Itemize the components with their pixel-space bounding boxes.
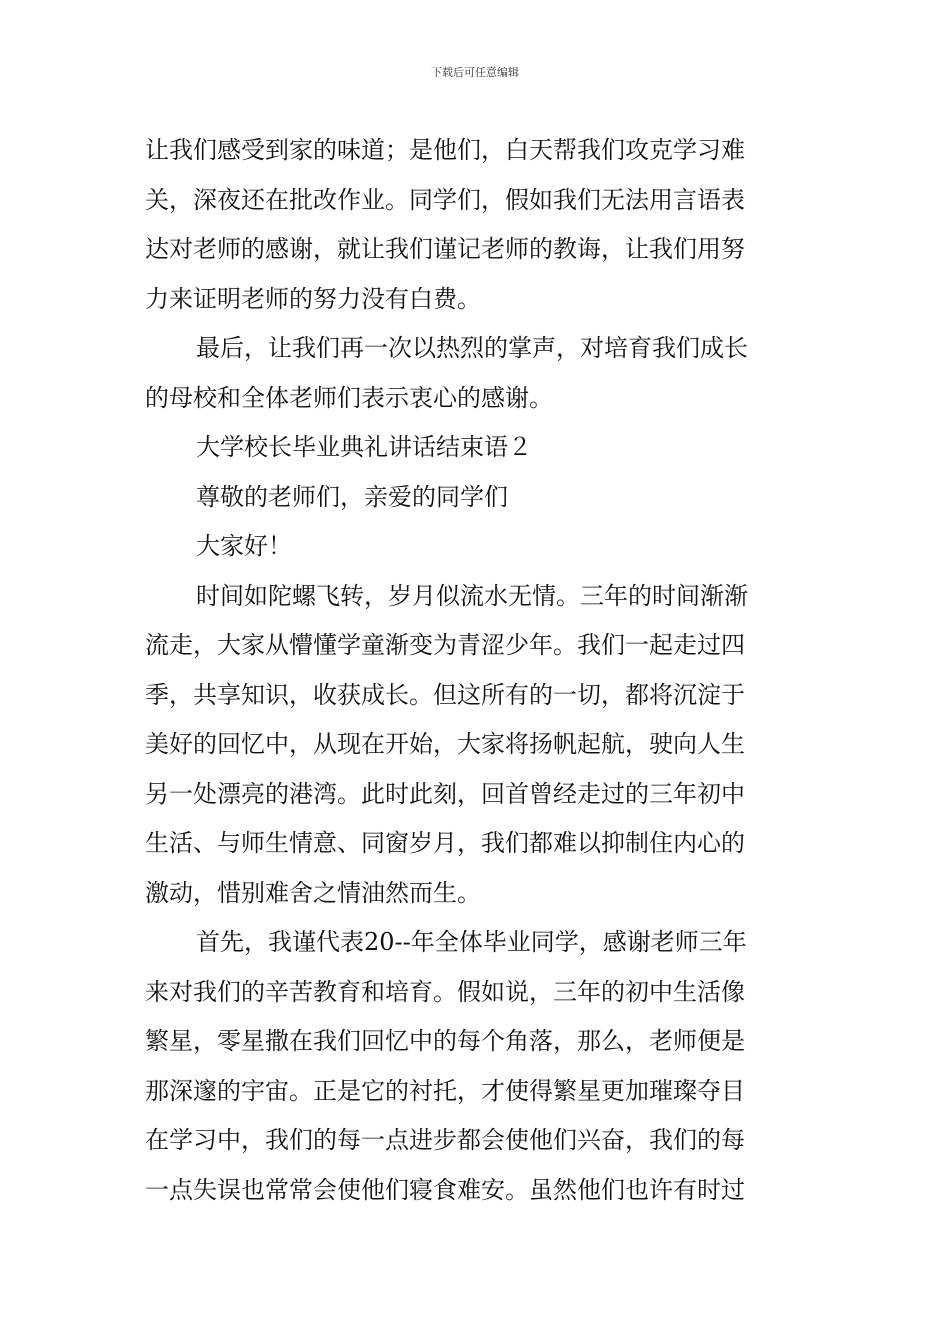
text-line: 季，共享知识，收获成长。但这所有的一切，都将沉淀于 <box>145 680 745 709</box>
text-line: 的母校和全体老师们表示衷心的感谢。 <box>145 383 553 412</box>
text-line: 一点失误也常常会使他们寝食难安。虽然他们也许有时过 <box>145 1175 745 1204</box>
text-line: 那深邃的宇宙。正是它的衬托，才使得繁星更加璀璨夺目 <box>145 1076 745 1105</box>
text-line: 力来证明老师的努力没有白费。 <box>145 284 481 313</box>
text-line: 流走，大家从懵懂学童渐变为青涩少年。我们一起走过四 <box>145 631 745 659</box>
text-line: 最后，让我们再一次以热烈的掌声，对培育我们成长 <box>196 334 748 362</box>
section-title <box>145 423 810 473</box>
text-line: 时间如陀螺飞转，岁月似流水无情。三年的时间渐渐 <box>196 581 748 610</box>
paragraph <box>145 126 810 324</box>
text-line: 在学习中，我们的每一点进步都会使他们兴奋，我们的每 <box>145 1126 745 1154</box>
document-body <box>145 126 810 1215</box>
text-line: 激动，惜别难舍之情油然而生。 <box>145 878 481 907</box>
text-line: 首先，我谨代表20--年全体毕业同学，感谢老师三年 <box>196 928 747 956</box>
page-header: 下载后可任意编辑 <box>431 66 519 79</box>
text-line: 另一处漂亮的港湾。此时此刻，回首曾经走过的三年初中 <box>145 779 745 808</box>
text-line: 大家好！ <box>196 532 292 560</box>
text-line: 美好的回忆中，从现在开始，大家将扬帆起航，驶向人生 <box>145 730 745 758</box>
text-line: 来对我们的辛苦教育和培育。假如说，三年的初中生活像 <box>145 977 745 1006</box>
text-line: 生活、与师生情意、同窗岁月，我们都难以抑制住内心的 <box>145 829 745 857</box>
text-line: 达对老师的感谢，就让我们谨记老师的教诲，让我们用努 <box>145 235 745 263</box>
text-line: 让我们感受到家的味道；是他们，白天帮我们攻克学习难 <box>145 136 745 164</box>
salutation <box>145 473 810 523</box>
text-line: 繁星，零星撒在我们回忆中的每个角落，那么，老师便是 <box>145 1027 745 1055</box>
paragraph <box>145 324 810 423</box>
text-line: 关，深夜还在批改作业。同学们，假如我们无法用言语表 <box>145 185 745 214</box>
paragraph <box>145 918 810 1215</box>
greeting <box>145 522 810 572</box>
text-line: 大学校长毕业典礼讲话结束语２ <box>196 433 532 461</box>
paragraph <box>145 572 810 919</box>
text-line: 尊敬的老师们，亲爱的同学们 <box>196 482 508 511</box>
